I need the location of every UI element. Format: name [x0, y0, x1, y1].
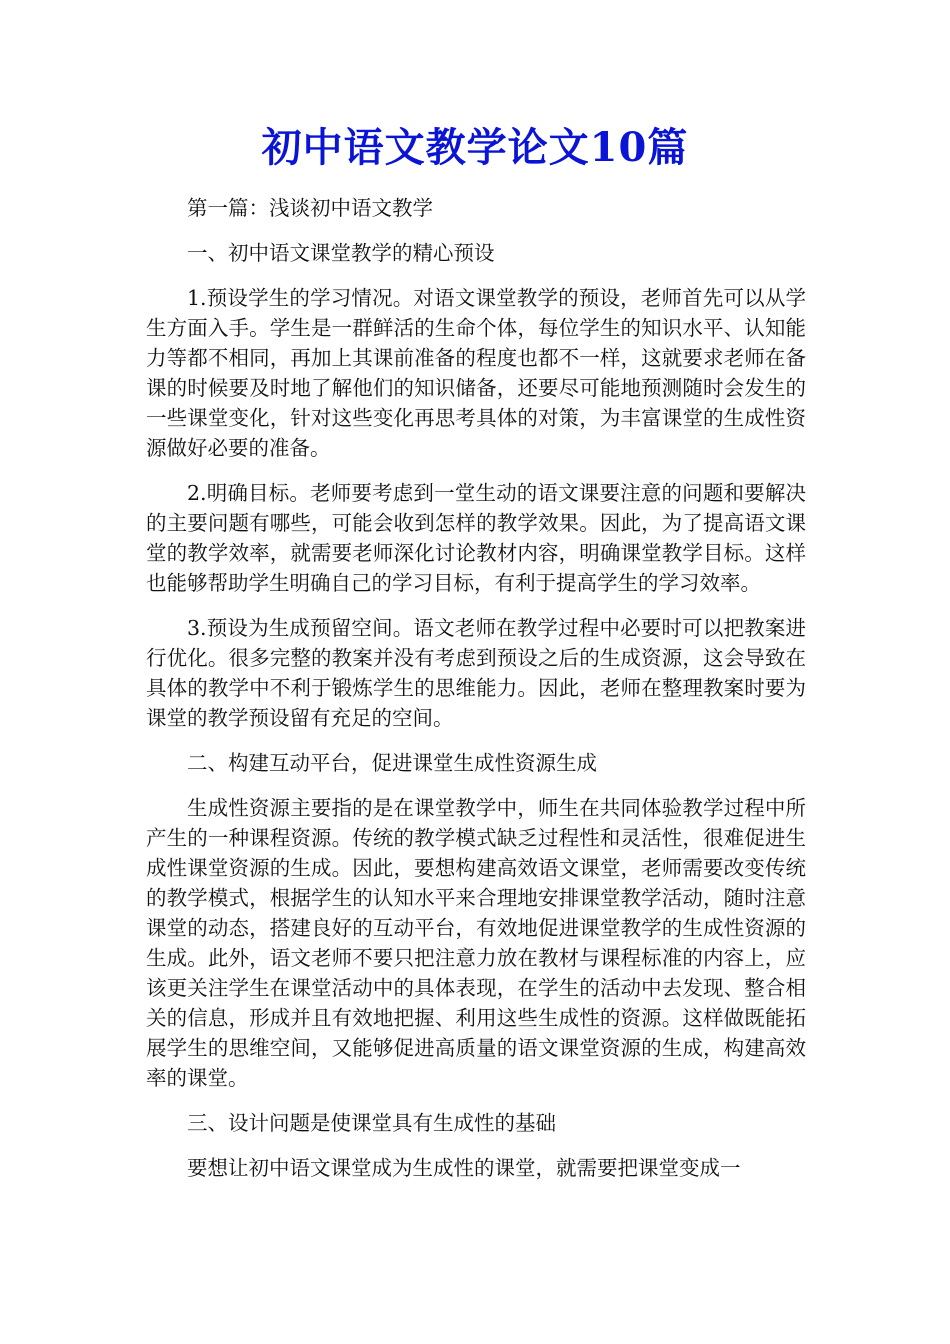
- paragraph-5: 要想让初中语文课堂成为生成性的课堂，就需要把课堂变成一: [187, 1156, 741, 1180]
- article-heading: 第一篇：浅谈初中语文教学: [187, 196, 433, 220]
- paragraph-4: 生成性资源主要指的是在课堂教学中，师生在共同体验教学过程中所产生的一种课程资源。传统的教学模式缺乏过程性和灵活性，很难促进生成性课堂资源的生成。因此，要想构建高效语文课堂，老师需要改变传统的教学模式，根据学生的认知水平来合理地安排课堂教学活动，随时注意课堂的动态，搭建良好的互动平台，有效地促进课堂教学的生成性资源的生成。此外，语文老师不要只把注意力放在教材与课程标准的内容上，应该更关注学生在课堂活动中的具体表现，在学生的活动中去发现、整合相关的信息，形成并且有效地把握、利用这些生成性的资源。这样做既能拓展学生的思维空间，又能够促进高质量的语文课堂资源的生成，构建高效率的课堂。: [146, 796, 806, 1090]
- section-heading-3: 三、设计问题是使课堂具有生成性的基础: [187, 1111, 556, 1135]
- document-body: [146, 193, 806, 1198]
- document-title: 初中语文教学论文10篇: [261, 124, 689, 171]
- section-heading-2: 二、构建互动平台，促进课堂生成性资源生成: [187, 751, 597, 775]
- paragraph-2: 2.明确目标。老师要考虑到一堂生动的语文课要注意的问题和要解决的主要问题有哪些，可能会收到怎样的教学效果。因此，为了提高语文课堂的教学效率，就需要老师深化讨论教材内容，明确课堂教学目标。这样也能够帮助学生明确自己的学习目标，有利于提高学生的学习效率。: [146, 481, 806, 595]
- paragraph-3: 3.预设为生成预留空间。语文老师在教学过程中必要时可以把教案进行优化。很多完整的教案并没有考虑到预设之后的生成资源，这会导致在具体的教学中不利于锻炼学生的思维能力。因此，老师在整理教案时要为课堂的教学预设留有充足的空间。: [146, 616, 806, 730]
- section-heading-1: 一、初中语文课堂教学的精心预设: [187, 241, 495, 265]
- paragraph-1: 1.预设学生的学习情况。对语文课堂教学的预设，老师首先可以从学生方面入手。学生是一群鲜活的生命个体，每位学生的知识水平、认知能力等都不相同，再加上其课前准备的程度也都不一样，这就要求老师在备课的时候要及时地了解他们的知识储备，还要尽可能地预测随时会发生的一些课堂变化，针对这些变化再思考具体的对策，为丰富课堂的生成性资源做好必要的准备。: [146, 286, 806, 460]
